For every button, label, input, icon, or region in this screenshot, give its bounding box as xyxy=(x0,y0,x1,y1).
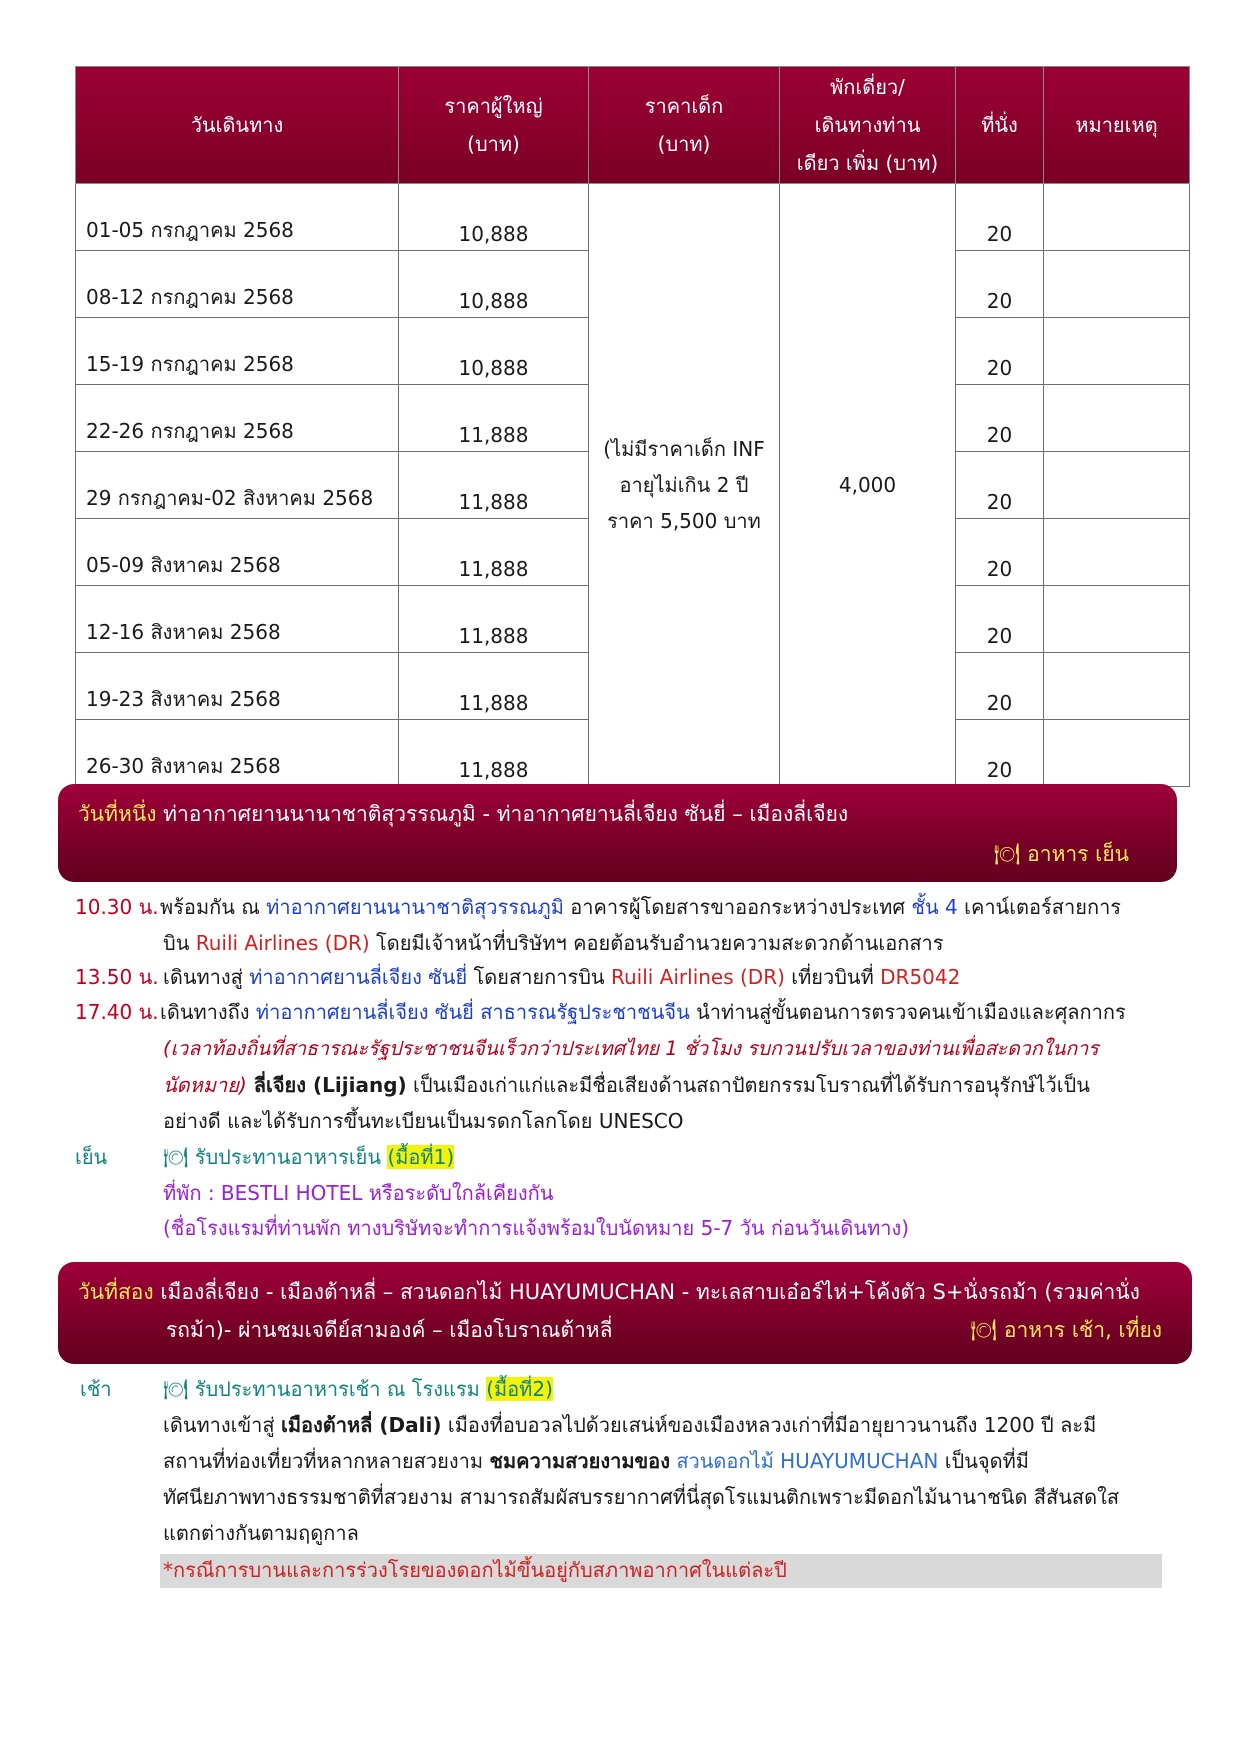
airline: Ruili Airlines (DR) xyxy=(195,931,370,955)
row-adult-price: 11,888 xyxy=(399,519,589,586)
row-seats: 20 xyxy=(956,184,1044,251)
text: โดยมีเจ้าหน้าที่บริษัทฯ คอยต้อนรับอำนวยความสะดวกด้านเอกสาร xyxy=(369,931,944,955)
morning-label: เช้า xyxy=(80,1377,112,1401)
row-adult-price: 10,888 xyxy=(399,184,589,251)
flight-number: DR5042 xyxy=(880,965,961,989)
row-seats: 20 xyxy=(956,385,1044,452)
row-date: 05-09 สิงหาคม 2568 xyxy=(76,519,399,586)
evening-label: เย็น xyxy=(75,1145,108,1169)
row-seats: 20 xyxy=(956,251,1044,318)
row-remarks xyxy=(1044,251,1190,318)
time-1350: 13.50 น. xyxy=(75,965,159,989)
day1-line7: อย่างดี และได้รับการขึ้นทะเบียนเป็นมรดกโลกโดย UNESCO xyxy=(163,1109,684,1133)
day2-banner xyxy=(58,1262,1192,1364)
day1-dinner xyxy=(163,1142,454,1172)
airline: Ruili Airlines (DR) xyxy=(610,965,785,989)
meal-number: (มื้อที่1) xyxy=(387,1145,455,1169)
destination: ท่าอากาศยานลี่เจียง ซันยี่ สาธารณรัฐประชาชนจีน xyxy=(255,1000,690,1024)
day1-line1-text xyxy=(160,892,1121,922)
day1-line2 xyxy=(163,928,944,958)
row-remarks xyxy=(1044,519,1190,586)
day2-note xyxy=(160,1554,1162,1588)
time-1740: 17.40 น. xyxy=(75,1000,159,1024)
text: นัดหมาย) xyxy=(163,1073,247,1097)
row-seats: 20 xyxy=(956,653,1044,720)
row-remarks xyxy=(1044,720,1190,787)
day2-label: วันที่สอง xyxy=(78,1280,154,1304)
row-seats: 20 xyxy=(956,519,1044,586)
day1-line5: (เวลาท้องถิ่นที่สาธารณะรัฐประชาชนจีนเร็วกว่าประเทศไทย 1 ชั่วโมง รบกวนปรับเวลาของท่านเพื่อสะดวกในการ xyxy=(163,1037,1099,1060)
text: เป็นจุดที่มี xyxy=(938,1449,1029,1473)
day1-title-line xyxy=(78,798,848,831)
text: เมืองที่อบอวลไปด้วยเสน่ห์ของเมืองหลวงเก่าที่มีอายุยาวนานถึง 1200 ปี ละมี xyxy=(441,1413,1097,1437)
text: นำท่านสู่ขั้นตอนการตรวจคนเข้าเมืองและศุลกากร xyxy=(689,1000,1126,1024)
text: สถานที่ท่องเที่ยวที่หลากหลายสวยงาม xyxy=(163,1449,490,1473)
row-date: 12-16 สิงหาคม 2568 xyxy=(76,586,399,653)
price-table xyxy=(75,66,1190,787)
day1-line6 xyxy=(163,1070,1090,1100)
row-remarks xyxy=(1044,385,1190,452)
text: 🍽 รับประทานอาหารเช้า ณ โรงแรม xyxy=(163,1377,487,1401)
airport-name: ท่าอากาศยานนานาชาติสุวรรณภูมิ xyxy=(266,895,564,919)
header-remarks: หมายเหตุ xyxy=(1044,67,1190,184)
city-name: เมืองต้าหลี่ (Dali) xyxy=(280,1413,442,1437)
day1-line3-time xyxy=(75,962,159,992)
row-remarks xyxy=(1044,318,1190,385)
text: เคาน์เตอร์สายการ xyxy=(957,895,1122,919)
row-seats: 20 xyxy=(956,586,1044,653)
day2-line4: ทัศนียภาพทางธรรมชาติที่สวยงาม สามารถสัมผัสบรรยากาศที่นี่สุดโรแมนติกเพราะมีดอกไม้นานาชนิด สีสันสดใส xyxy=(163,1485,1120,1509)
header-child-price: ราคาเด็ก (บาท) xyxy=(589,67,780,184)
text: เดินทางเข้าสู่ xyxy=(163,1413,281,1437)
table-row xyxy=(76,184,1190,251)
day1-label: วันที่หนึ่ง xyxy=(78,802,157,826)
day1-line3 xyxy=(163,962,960,992)
day2-line3 xyxy=(163,1446,1029,1476)
row-adult-price: 10,888 xyxy=(399,251,589,318)
day2-title-line1 xyxy=(78,1276,1140,1309)
note-text: *กรณีการบานและการร่วงโรยของดอกไม้ขึ้นอยู่กับสภาพอากาศในแต่ละปี xyxy=(163,1558,787,1582)
row-seats: 20 xyxy=(956,318,1044,385)
time-1030: 10.30 น. xyxy=(75,895,159,919)
row-date: 15-19 กรกฎาคม 2568 xyxy=(76,318,399,385)
row-seats: 20 xyxy=(956,720,1044,787)
day1-title: ท่าอากาศยานนานาชาติสุวรรณภูมิ - ท่าอากาศยานลี่เจียง ซันยี่ – เมืองลี่เจียง xyxy=(156,802,849,826)
table-header-row xyxy=(76,67,1190,184)
row-date: 22-26 กรกฎาคม 2568 xyxy=(76,385,399,452)
day2-title-line2: รถม้า)- ผ่านชมเจดีย์สามองค์ – เมืองโบราณต้าหลี่ xyxy=(166,1318,613,1342)
text: อาคารผู้โดยสารขาออกระหว่างประเทศ xyxy=(563,895,912,919)
day2-line2 xyxy=(163,1410,1096,1440)
text: เที่ยวบินที่ xyxy=(784,965,881,989)
floor: ชั้น 4 xyxy=(911,895,958,919)
child-price-note: (ไม่มีราคาเด็ก INF อายุไม่เกิน 2 ปี ราคา 5,500 บาท xyxy=(589,184,780,787)
day1-banner xyxy=(58,784,1177,882)
row-adult-price: 10,888 xyxy=(399,318,589,385)
garden-name: สวนดอกไม้ HUAYUMUCHAN xyxy=(669,1449,939,1473)
row-adult-price: 11,888 xyxy=(399,452,589,519)
day1-hotel-note: (ชื่อโรงแรมที่ท่านพัก ทางบริษัทจะทำการแจ้งพร้อมใบนัดหมาย 5-7 วัน ก่อนวันเดินทาง) xyxy=(163,1216,910,1240)
text: เป็นเมืองเก่าแก่และมีชื่อเสียงด้านสถาปัตยกรรมโบราณที่ได้รับการอนุรักษ์ไว้เป็น xyxy=(406,1073,1090,1097)
row-remarks xyxy=(1044,184,1190,251)
text: พร้อมกัน ณ xyxy=(160,895,267,919)
row-adult-price: 11,888 xyxy=(399,586,589,653)
airport-name: ท่าอากาศยานลี่เจียง ซันยี่ xyxy=(249,965,468,989)
row-date: 29 กรกฎาคม-02 สิงหาคม 2568 xyxy=(76,452,399,519)
day2-meal: 🍽 อาหาร เช้า, เที่ยง xyxy=(970,1318,1162,1342)
row-remarks xyxy=(1044,586,1190,653)
text: 🍽 รับประทานอาหารเย็น xyxy=(163,1145,388,1169)
day2-line5: แตกต่างกันตามฤดูกาล xyxy=(163,1521,359,1545)
header-adult-price: ราคาผู้ใหญ่ (บาท) xyxy=(399,67,589,184)
day1-hotel: ที่พัก : BESTLI HOTEL หรือระดับใกล้เคียงกัน xyxy=(163,1181,554,1205)
row-adult-price: 11,888 xyxy=(399,653,589,720)
text: เดินทางถึง xyxy=(160,1000,256,1024)
row-remarks xyxy=(1044,653,1190,720)
row-date: 01-05 กรกฎาคม 2568 xyxy=(76,184,399,251)
row-adult-price: 11,888 xyxy=(399,385,589,452)
day2-title: เมืองลี่เจียง - เมืองต้าหลี่ – สวนดอกไม้ HUAYUMUCHAN - ทะเลสาบเอ๋อร์ไห่+โค้งตัว S+นั่งรถม้า (รวมค่านั่ง xyxy=(153,1280,1140,1304)
header-seats: ที่นั่ง xyxy=(956,67,1044,184)
meal-number: (มื้อที่2) xyxy=(486,1377,553,1401)
row-adult-price: 11,888 xyxy=(399,720,589,787)
day1-line4 xyxy=(160,997,1126,1027)
day1-meal: 🍽 อาหาร เย็น xyxy=(993,842,1129,866)
text: เดินทางสู่ xyxy=(163,965,250,989)
text: โดยสายการบิน xyxy=(467,965,611,989)
header-date: วันเดินทาง xyxy=(76,67,399,184)
day1-line4-time xyxy=(75,997,159,1027)
highlight: ชมความสวยงามของ xyxy=(489,1449,670,1473)
text: บิน xyxy=(163,931,196,955)
day1-line1 xyxy=(75,892,159,922)
city-name: ลี่เจียง (Lijiang) xyxy=(246,1073,407,1097)
row-date: 26-30 สิงหาคม 2568 xyxy=(76,720,399,787)
day2-breakfast xyxy=(163,1374,553,1404)
row-date: 08-12 กรกฎาคม 2568 xyxy=(76,251,399,318)
row-remarks xyxy=(1044,452,1190,519)
header-single-supplement: พักเดี่ยว/ เดินทางท่าน เดียว เพิ่ม (บาท) xyxy=(780,67,956,184)
row-date: 19-23 สิงหาคม 2568 xyxy=(76,653,399,720)
single-supplement-value: 4,000 xyxy=(780,184,956,787)
row-seats: 20 xyxy=(956,452,1044,519)
